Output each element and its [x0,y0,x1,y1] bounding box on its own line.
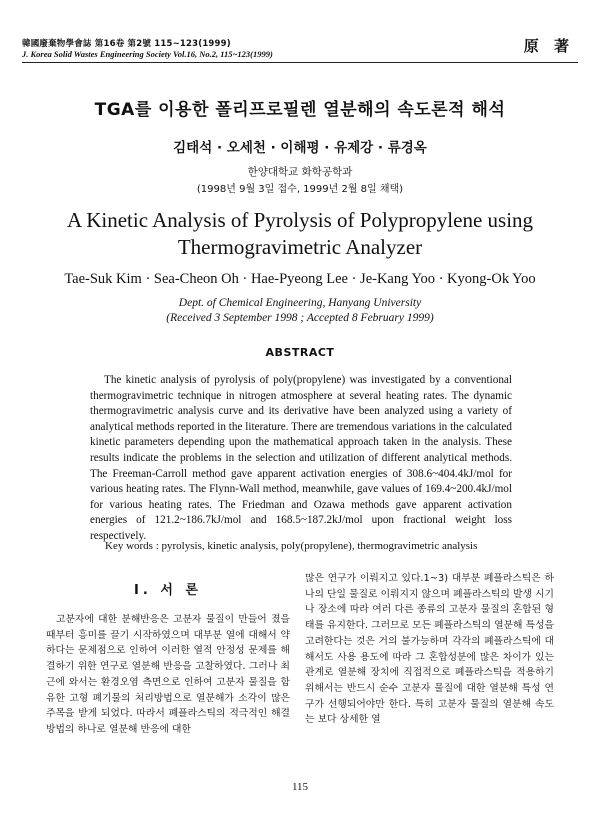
header-rule [22,62,578,63]
body-column-left [46,579,290,738]
korean-affiliation: 한양대학교 화학공학과 [247,166,353,178]
section-heading-introduction: Ⅰ. 서 론 [134,583,202,598]
body-paragraph-left: 고분자에 대한 분해반응은 고분자 물질이 만들어 졌을 때부터 흥미를 끌기 시작하였으며 대부분 열에 대해서 약하다는 문제점으로 인하여 이러한 열적 안정성 문제를 해결하기 위한 연구로 열분해 반응을 고찰하였다. 그러나 최근에 와서는 환경오염 측면으로 인하여 고분자 물질을 함유한 고형 폐기물의 처리방법으로 열분해가 소각이 많은 주목을 받게 되었다. 따라서 폐플라스틱의 적극적인 해결방법의 하나로 열분해 반응에 대한 [46,614,290,735]
english-title [0,207,600,261]
keywords: Key words : pyrolysis, kinetic analysis, poly(propylene), thermogravimetric analysis [105,540,478,552]
english-title-line2: Thermogravimetric Analyzer [177,235,423,259]
abstract-text: The kinetic analysis of pyrolysis of poly(propylene) was investigated by a conventional thermogravimetric technique in nitrogen atmosphere at several heating rates. The dynamic thermogravimetric analysis curve and its derivative have been analyzed using a variety of analytical methods reported in the literature. There are tremendous variations in the calculated kinetic parameters depending upon the mathematical approach taken in the analysis. These results indicate the problems in the selection and utilization of different analytical methods. The Freeman-Carroll method gave apparent activation energies of 308.6~404.4kJ/mol for various heating rates. The Flynn-Wall method, meanwhile, gave values of 169.4~200.4kJ/mol for various heating rates. The Friedman and Ozawa methods gave apparent activation energies of 121.2~186.7kJ/mol and 168.5~187.2kJ/mol upon fractional weight loss respectively. [90,374,512,542]
korean-authors: 김태석 · 오세천 · 이해평 · 유제강 · 류경옥 [173,140,427,156]
journal-header-korean: 韓國廢棄物學會誌 第16卷 第2號 115~123(1999) [22,39,231,49]
english-received-dates: (Received 3 September 1998 ; Accepted 8 February 1999) [166,312,434,324]
body-column-right [305,571,554,728]
body-paragraph-right: 많은 연구가 이뤄지고 있다.1~3) 대부분 폐플라스틱은 하나의 단일 물질로 이뤄지지 않으며 폐플라스틱의 발생 시기나 장소에 따라 여러 다른 종류의 고분자 물질의 혼합된 형태를 유지한다. 그러므로 모든 폐플라스틱의 열분해 특성을 고려한다는 것은 거의 불가능하며 각각의 폐플라스틱에 대해서도 사용 용도에 따라 그 혼합성분에 많은 차이가 있는 관계로 열분해 장치에 직접적으로 폐플라스틱을 적용하기 위해서는 반드시 순수 고분자 물질에 대한 열분해 특성 연구가 선행되어야만 한다. 특히 고분자 물질의 열분해 속도는 보다 상세한 열 [305,573,554,726]
abstract-heading: ABSTRACT [265,346,335,359]
page-number: 115 [291,781,309,793]
journal-header-english: J. Korea Solid Wastes Engineering Society Vol.16, No.2, 115~123(1999) [22,49,273,59]
english-affiliation: Dept. of Chemical Engineering, Hanyang University [178,297,422,309]
korean-title: TGA를 이용한 폴리프로필렌 열분해의 속도론적 해석 [94,100,506,120]
article-type-label: 原 著 [523,37,574,55]
english-authors: Tae-Suk Kim · Sea-Cheon Oh · Hae-Pyeong Lee · Je-Kang Yoo · Kyong-Ok Yoo [64,271,536,287]
english-title-line1: A Kinetic Analysis of Pyrolysis of Polypropylene using [66,208,534,232]
korean-received-dates: (1998년 9월 3일 접수, 1999년 2월 8일 채택) [196,184,404,195]
